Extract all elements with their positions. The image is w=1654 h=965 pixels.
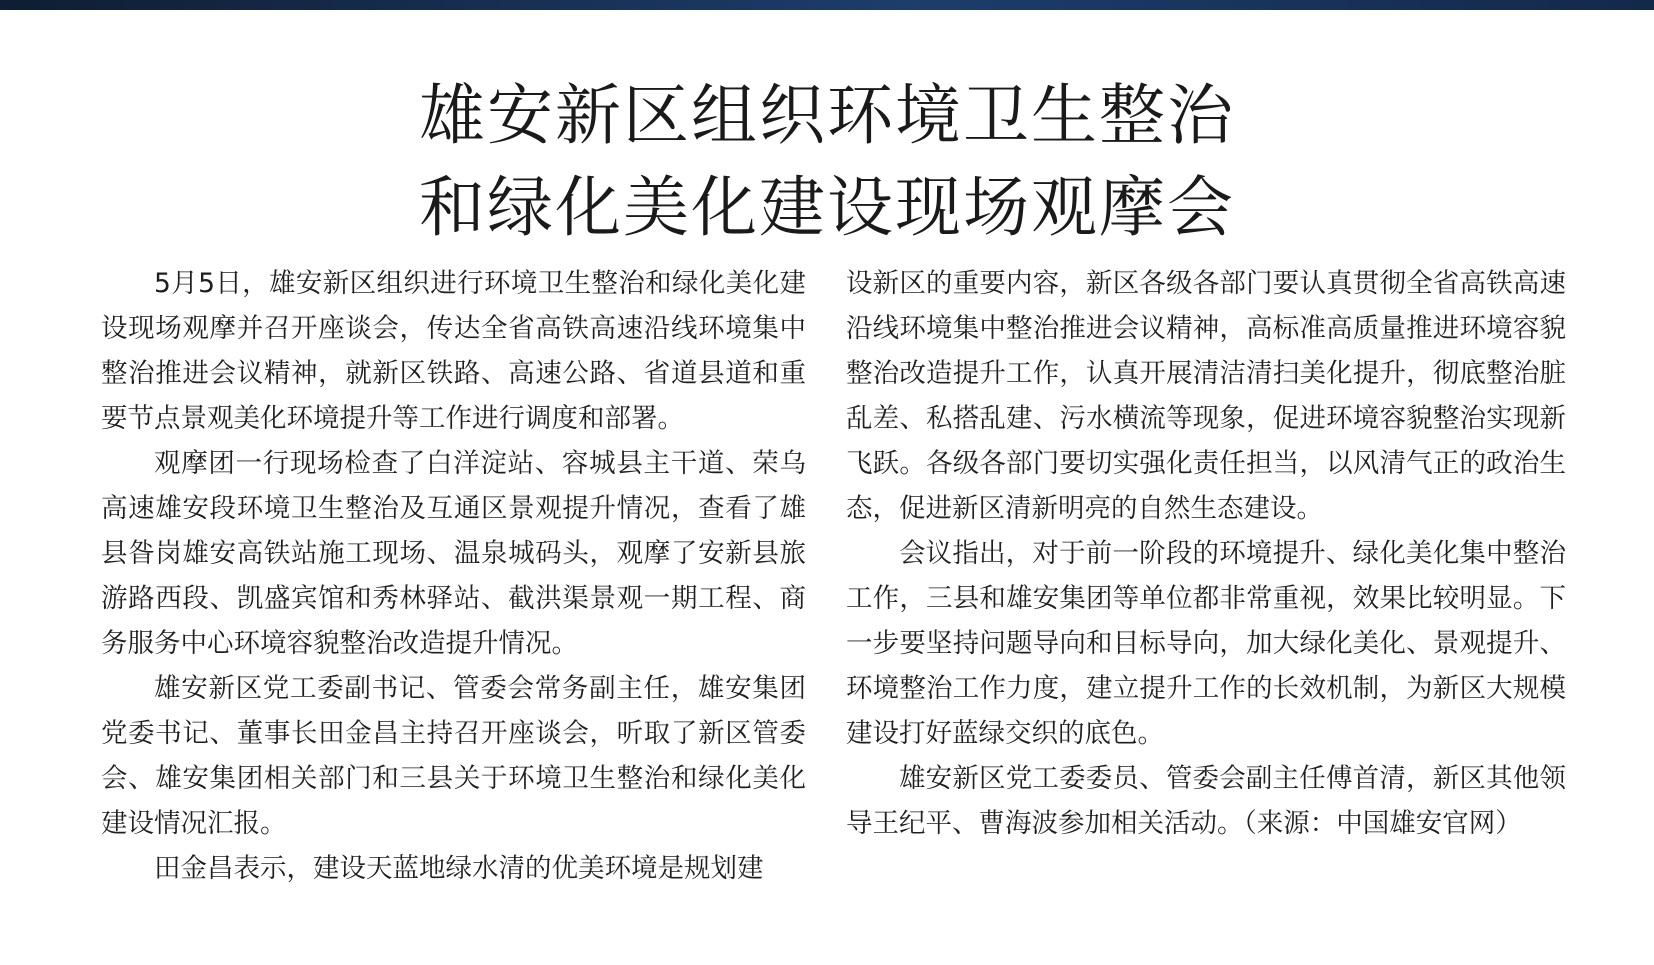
paragraph: 5月5日，雄安新区组织进行环境卫生整治和绿化美化建设现场观摩并召开座谈会，传达全省高铁高速沿线环境集中整治推进会议精神，就新区铁路、高速公路、省道县道和重要节点景观美化环境提升等工作进行调度和部署。 <box>101 268 806 434</box>
paragraph: 会议指出，对于前一阶段的环境提升、绿化美化集中整治工作，三县和雄安集团等单位都非常重视，效果比较明显。下一步要坚持问题导向和目标导向，加大绿化美化、景观提升、环境整治工作力度，建立提升工作的长效机制，为新区大规模建设打好蓝绿交织的底色。 <box>846 538 1566 749</box>
paragraph: 雄安新区党工委委员、管委会副主任傅首清，新区其他领导王纪平、曹海波参加相关活动。（来源：中国雄安官网） <box>846 763 1566 839</box>
headline-line-1: 雄安新区组织环境卫生整治 <box>419 77 1235 154</box>
paragraph: 观摩团一行现场检查了白洋淀站、容城县主干道、荣乌高速雄安段环境卫生整治及互通区景观提升情况，查看了雄县昝岗雄安高铁站施工现场、温泉城码头，观摩了安新县旅游路西段、凯盛宾馆和秀林驿站、截洪渠景观一期工程、商务服务中心环境容貌整治改造提升情况。 <box>101 448 806 659</box>
article-column-left <box>101 261 806 891</box>
paragraph-continued: 设新区的重要内容，新区各级各部门要认真贯彻全省高铁高速沿线环境集中整治推进会议精神，高标准高质量推进环境容貌整治改造提升工作，认真开展清洁清扫美化提升，彻底整治脏乱差、私搭乱建、污水横流等现象，促进环境容貌整治实现新飞跃。各级各部门要切实强化责任担当，以风清气正的政治生态，促进新区清新明亮的自然生态建设。 <box>846 268 1566 524</box>
article-headline <box>0 70 1654 254</box>
headline-line-2: 和绿化美化建设现场观摩会 <box>419 169 1235 246</box>
paragraph: 雄安新区党工委副书记、管委会常务副主任，雄安集团党委书记、董事长田金昌主持召开座谈会，听取了新区管委会、雄安集团相关部门和三县关于环境卫生整治和绿化美化建设情况汇报。 <box>101 673 806 839</box>
top-accent-bar <box>0 0 1654 10</box>
article-column-right <box>846 261 1566 846</box>
paragraph: 田金昌表示，建设天蓝地绿水清的优美环境是规划建 <box>154 853 764 884</box>
